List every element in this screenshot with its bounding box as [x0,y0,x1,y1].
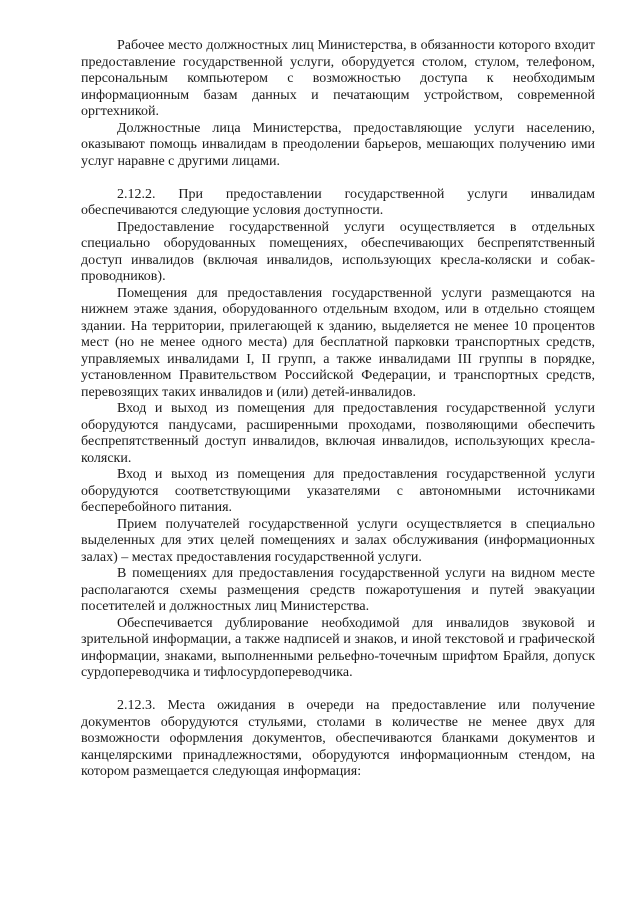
paragraph-workplace-equipment: Рабочее место должностных лиц Министерства, в обязанности которого входит предоставление государственной услуги, оборудуется столом, стулом, телефоном, персональным компьютером с возможностью доступа к необходимым информационным базам данных и печатающим устройством, современной оргтехникой. [81,38,595,119]
paragraph-section-2-12-3: 2.12.3. Места ожидания в очереди на предоставление или получение документов оборудуются стульями, столами в количестве не менее двух для возможности оформления документов, обеспечиваются бланками документов и канцелярскими принадлежностями, оборудуются информационным стендом, на котором размещается следующая информация: [81,698,595,779]
paragraph-assistance-to-disabled: Должностные лица Министерства, предоставляющие услуги населению, оказывают помощь инвалидам в преодолении барьеров, мешающих получению ими услуг наравне с другими лицами. [81,120,595,169]
document-body [81,38,595,781]
paragraph-evacuation-schemes: В помещениях для предоставления государственной услуги на видном месте располагаются схемы размещения средств пожаротушения и путей эвакуации посетителей и должностных лиц Министерства. [81,566,595,614]
paragraph-entrance-ramps: Вход и выход из помещения для предоставления государственной услуги оборудуются пандусами, расширенными проходами, позволяющими обеспечить беспрепятственный доступ инвалидов, включая инвалидов, использующих кресла-коляски. [81,401,595,466]
paragraph-premises-location-parking: Помещения для предоставления государственной услуги размещаются на нижнем этаже здания, оборудованного отдельным входом, или в отдельно стоящем здании. На территории, прилегающей к зданию, выделяется не менее 10 процентов мест (но не менее одного места) для бесплатной парковки транспортных средств, управляемых инвалидами I, II групп, а также инвалидами III группы в порядке, установленном Правительством Российской Федерации, и транспортных средств, перевозящих таких инвалидов и (или) детей-инвалидов. [81,285,595,400]
paragraph-braille-duplication: Обеспечивается дублирование необходимой для инвалидов звуковой и зрительной информации, а также надписей и знаков, и иной текстовой и графической информации, знаками, выполненными рельефно-точечным шрифтом Брайля, допуск сурдопереводчика и тифлосурдопереводчика. [81,615,595,680]
paragraph-entrance-signs: Вход и выход из помещения для предоставления государственной услуги оборудуются соответствующими указателями с автономными источниками бесперебойного питания. [81,467,595,515]
paragraph-equipped-premises: Предоставление государственной услуги осуществляется в отдельных специально оборудованных помещениях, обеспечивающих беспрепятственный доступ инвалидов (включая инвалидов, использующих кресла-коляски и собак-проводников). [81,219,595,284]
paragraph-reception-halls: Прием получателей государственной услуги осуществляется в специально выделенных для этих целей помещениях и залах обслуживания (информационных залах) – местах предоставления государственной услуги. [81,516,595,565]
paragraph-section-2-12-2: 2.12.2. При предоставлении государственной услуги инвалидам обеспечиваются следующие условия доступности. [81,186,595,218]
